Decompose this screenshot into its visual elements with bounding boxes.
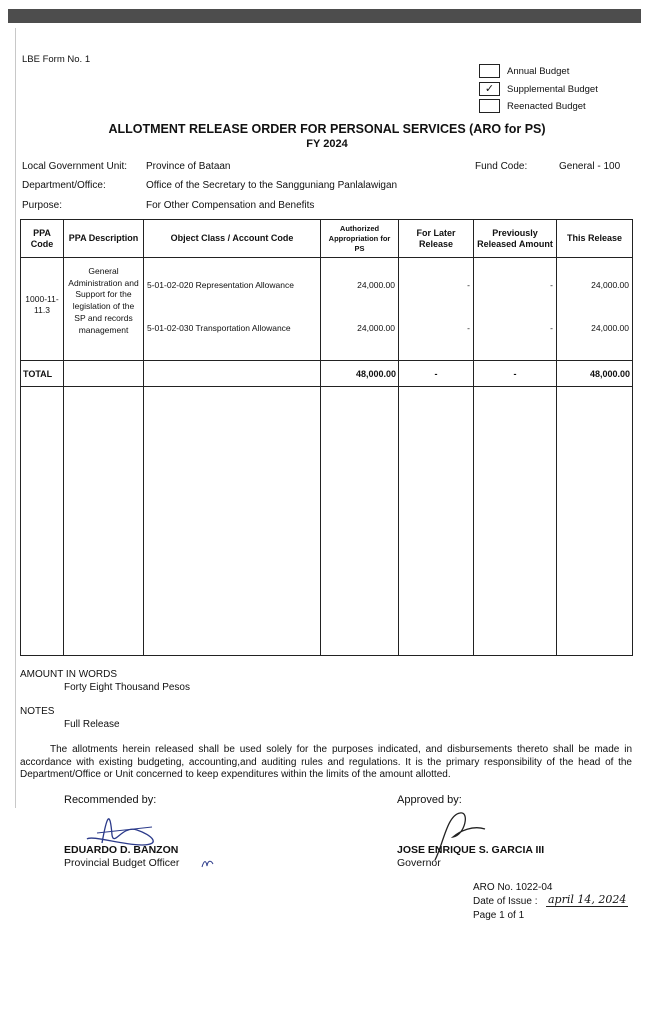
for-later-cell: - bbox=[467, 323, 470, 333]
annual-budget-checkbox[interactable] bbox=[479, 64, 500, 78]
lgu-value: Province of Bataan bbox=[146, 161, 231, 172]
this-release-cell: 24,000.00 bbox=[591, 323, 629, 333]
total-authorized: 48,000.00 bbox=[321, 361, 399, 387]
table-header-row bbox=[21, 220, 633, 258]
reenacted-budget-label: Reenacted Budget bbox=[507, 101, 586, 112]
supplemental-budget-label: Supplemental Budget bbox=[507, 84, 598, 95]
total-this-release: 48,000.00 bbox=[557, 361, 633, 387]
recommended-name: EDUARDO D. BANZON bbox=[64, 844, 179, 856]
previously-released-cell: - bbox=[550, 323, 553, 333]
date-of-issue-label: Date of Issue : bbox=[473, 896, 538, 907]
notes-label: NOTES bbox=[20, 706, 55, 717]
approved-signature bbox=[425, 805, 495, 865]
total-previously: - bbox=[474, 361, 557, 387]
purpose-value: For Other Compensation and Benefits bbox=[146, 200, 315, 211]
header-previously-released: Previously Released Amount bbox=[474, 220, 557, 258]
approved-name: JOSE ENRIQUE S. GARCIA III bbox=[397, 844, 545, 856]
lgu-label: Local Government Unit: bbox=[22, 161, 128, 172]
for-later-cell: - bbox=[467, 280, 470, 290]
amount-words-value: Forty Eight Thousand Pesos bbox=[64, 682, 190, 693]
recommended-position: Provincial Budget Officer bbox=[64, 857, 180, 869]
allotment-table bbox=[20, 219, 633, 656]
reenacted-budget-checkbox[interactable] bbox=[479, 99, 500, 113]
department-label: Department/Office: bbox=[22, 180, 106, 191]
header-ppa-description: PPA Description bbox=[64, 220, 144, 258]
ppa-description-cell: General Administration and Support for the legislation of the SP and records management bbox=[68, 266, 139, 335]
page-info: Page 1 of 1 bbox=[473, 910, 525, 921]
approved-position: Governor bbox=[397, 857, 441, 869]
total-label: TOTAL bbox=[21, 361, 64, 387]
total-row bbox=[21, 361, 633, 387]
check-mark-icon: ✓ bbox=[484, 83, 495, 95]
fund-code-value: General - 100 bbox=[559, 161, 621, 172]
date-of-issue-value: april 14, 2024 bbox=[548, 893, 627, 906]
document-title: ALLOTMENT RELEASE ORDER FOR PERSONAL SERVICES (ARO for PS) bbox=[108, 122, 546, 136]
approved-label: Approved by: bbox=[397, 794, 462, 806]
this-release-cell: 24,000.00 bbox=[591, 280, 629, 290]
annual-budget-label: Annual Budget bbox=[507, 66, 570, 77]
previously-released-cell: - bbox=[550, 280, 553, 290]
scan-top-border bbox=[8, 9, 641, 23]
header-for-later-release: For Later Release bbox=[399, 220, 474, 258]
disclaimer-paragraph: The allotments herein released shall be used solely for the purposes indicated, and disbursements thereto shall be made in accordance with existing budgeting, accounting,and auditing rules and regulations. It is the primary responsibility of the head of the Department/Office or Unit concerned to keep expenditures within the limits of the amount allotted. bbox=[20, 744, 632, 780]
supplemental-budget-checkbox[interactable] bbox=[479, 82, 500, 96]
object-class-cell: 5-01-02-030 Transportation Allowance bbox=[147, 323, 291, 333]
header-ppa-code: PPA Code bbox=[21, 220, 64, 258]
purpose-label: Purpose: bbox=[22, 200, 63, 211]
ppa-code-cell: 1000-11-11.3 bbox=[25, 294, 59, 315]
department-value: Office of the Secretary to the Sangguniang Panlalawigan bbox=[146, 180, 398, 191]
authorized-cell: 24,000.00 bbox=[357, 323, 395, 333]
total-for-later: - bbox=[399, 361, 474, 387]
document-subtitle: FY 2024 bbox=[306, 138, 348, 150]
authorized-cell: 24,000.00 bbox=[357, 280, 395, 290]
initial-mark bbox=[200, 858, 216, 870]
notes-value: Full Release bbox=[64, 719, 120, 730]
table-row bbox=[21, 258, 633, 361]
fund-code-label: Fund Code: bbox=[475, 161, 528, 172]
form-label: LBE Form No. 1 bbox=[22, 54, 91, 65]
header-object-class: Object Class / Account Code bbox=[144, 220, 321, 258]
table-blank-row bbox=[21, 387, 633, 656]
header-authorized: Authorized Appropriation for PS bbox=[321, 220, 399, 258]
recommended-label: Recommended by: bbox=[64, 794, 157, 806]
amount-words-label: AMOUNT IN WORDS bbox=[20, 669, 118, 680]
object-class-cell: 5-01-02-020 Representation Allowance bbox=[147, 280, 294, 290]
header-this-release: This Release bbox=[557, 220, 633, 258]
aro-number: ARO No. 1022-04 bbox=[473, 882, 553, 893]
